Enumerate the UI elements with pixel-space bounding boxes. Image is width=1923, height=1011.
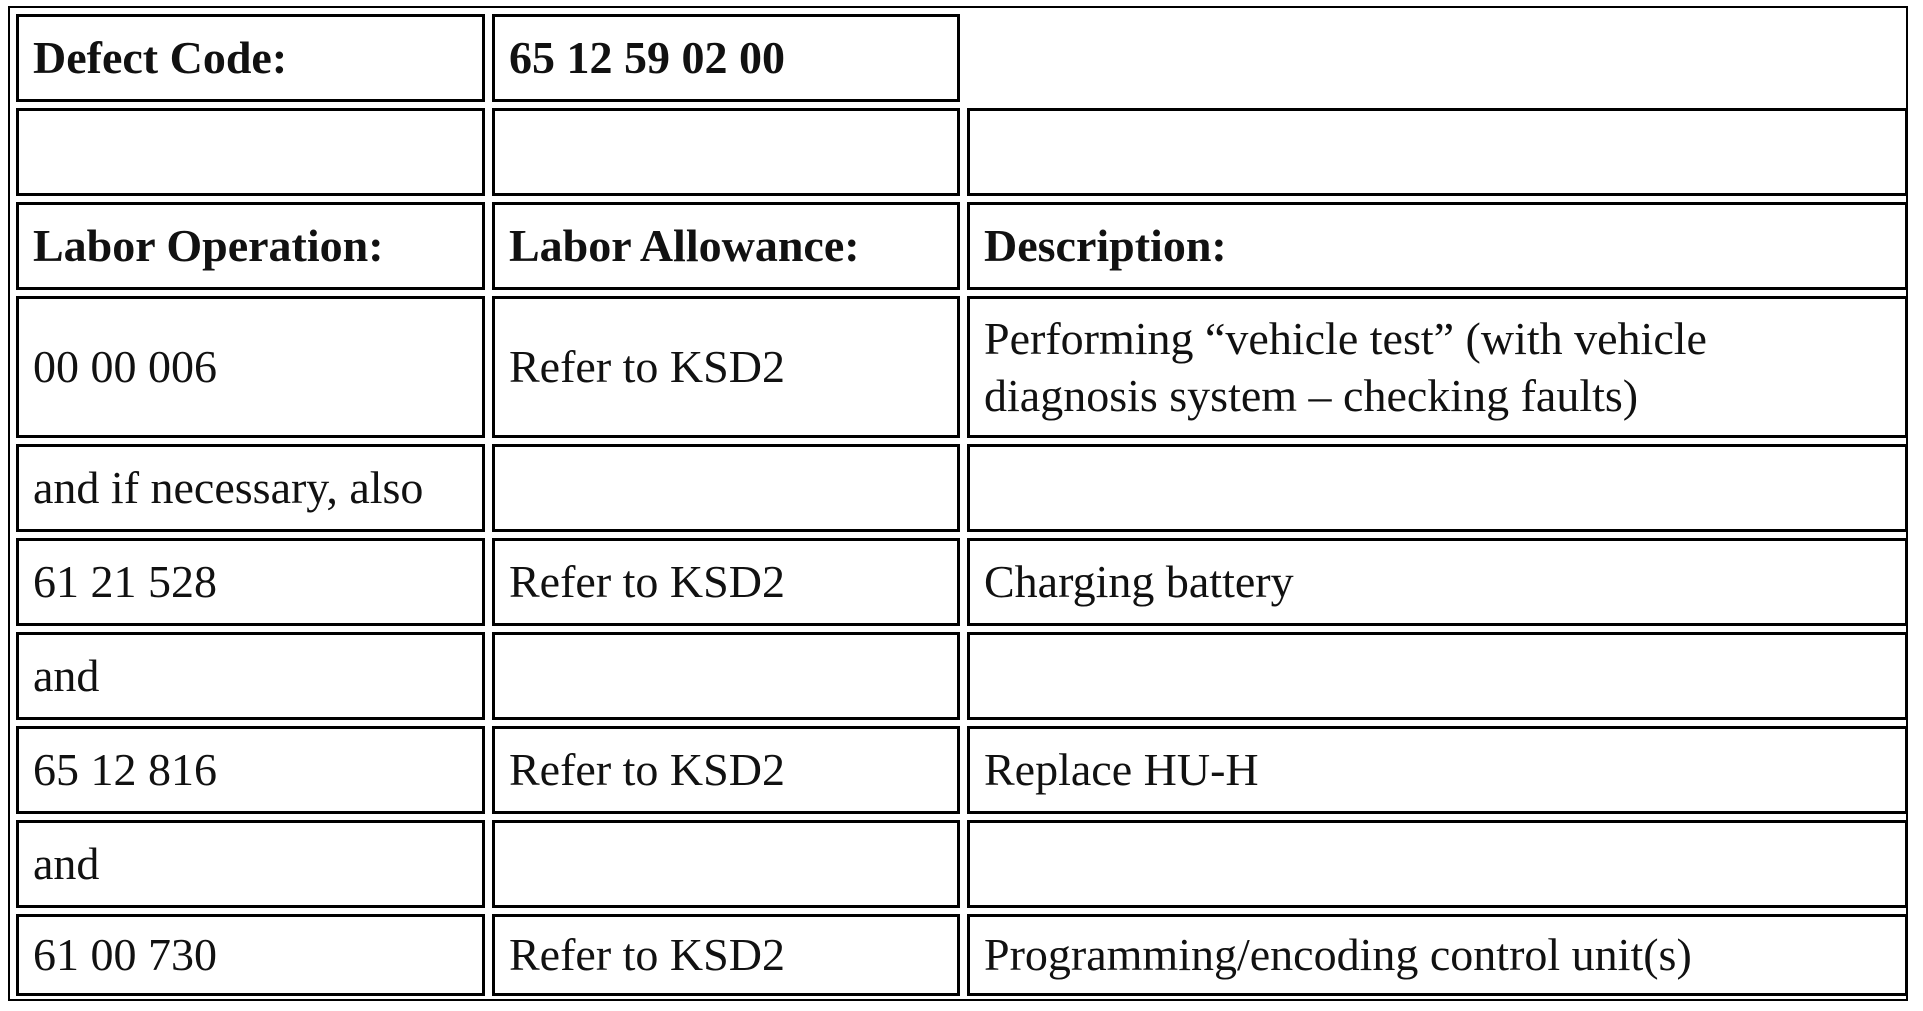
column-header-labor-allowance — [492, 202, 960, 290]
defect-code-value — [492, 14, 960, 102]
table-row-allowance — [492, 726, 960, 814]
table-row-operation — [16, 914, 485, 996]
empty-cell — [16, 108, 485, 196]
operation-text: 00 00 006 — [33, 341, 217, 393]
operation-text: 65 12 816 — [33, 744, 217, 796]
table-row-description — [967, 444, 1908, 532]
column-header-text: Description: — [984, 220, 1227, 272]
table-row-operation — [16, 726, 485, 814]
description-text: Charging battery — [984, 556, 1294, 608]
column-header-text: Labor Allowance: — [509, 220, 860, 272]
column-header-text: Labor Operation: — [33, 220, 384, 272]
table-row-allowance — [492, 914, 960, 996]
table-row-allowance — [492, 632, 960, 720]
table-row-description — [967, 296, 1908, 438]
description-text: Performing “vehicle test” (with vehicle diagnosis system – checking faults) — [984, 312, 1707, 421]
operation-text: 61 21 528 — [33, 556, 217, 608]
allowance-text: Refer to KSD2 — [509, 929, 785, 981]
allowance-text: Refer to KSD2 — [509, 744, 785, 796]
empty-cell — [492, 108, 960, 196]
table-row-operation — [16, 820, 485, 908]
allowance-text: Refer to KSD2 — [509, 556, 785, 608]
table-row-description — [967, 632, 1908, 720]
operation-text: and — [33, 838, 100, 890]
allowance-text: Refer to KSD2 — [509, 341, 785, 393]
table-row-allowance — [492, 820, 960, 908]
table-row-operation — [16, 444, 485, 532]
table-row-description — [967, 914, 1908, 996]
description-text: Replace HU-H — [984, 744, 1259, 796]
table-row-description — [967, 820, 1908, 908]
table-row-operation — [16, 632, 485, 720]
empty-cell — [967, 108, 1908, 196]
column-header-labor-operation — [16, 202, 485, 290]
operation-text: 61 00 730 — [33, 929, 217, 981]
defect-code-label — [16, 14, 485, 102]
operation-text: and — [33, 650, 100, 702]
description-text: Programming/encoding control unit(s) — [984, 929, 1692, 981]
table-row-description — [967, 538, 1908, 626]
table-row-allowance — [492, 296, 960, 438]
table-row-description — [967, 726, 1908, 814]
column-header-description — [967, 202, 1908, 290]
defect-code-value-text: 65 12 59 02 00 — [509, 32, 785, 84]
table-row-operation — [16, 538, 485, 626]
table-row-operation — [16, 296, 485, 438]
defect-code-label-text: Defect Code: — [33, 32, 288, 84]
table-row-allowance — [492, 538, 960, 626]
table-row-allowance — [492, 444, 960, 532]
operation-text: and if necessary, also — [33, 462, 424, 514]
